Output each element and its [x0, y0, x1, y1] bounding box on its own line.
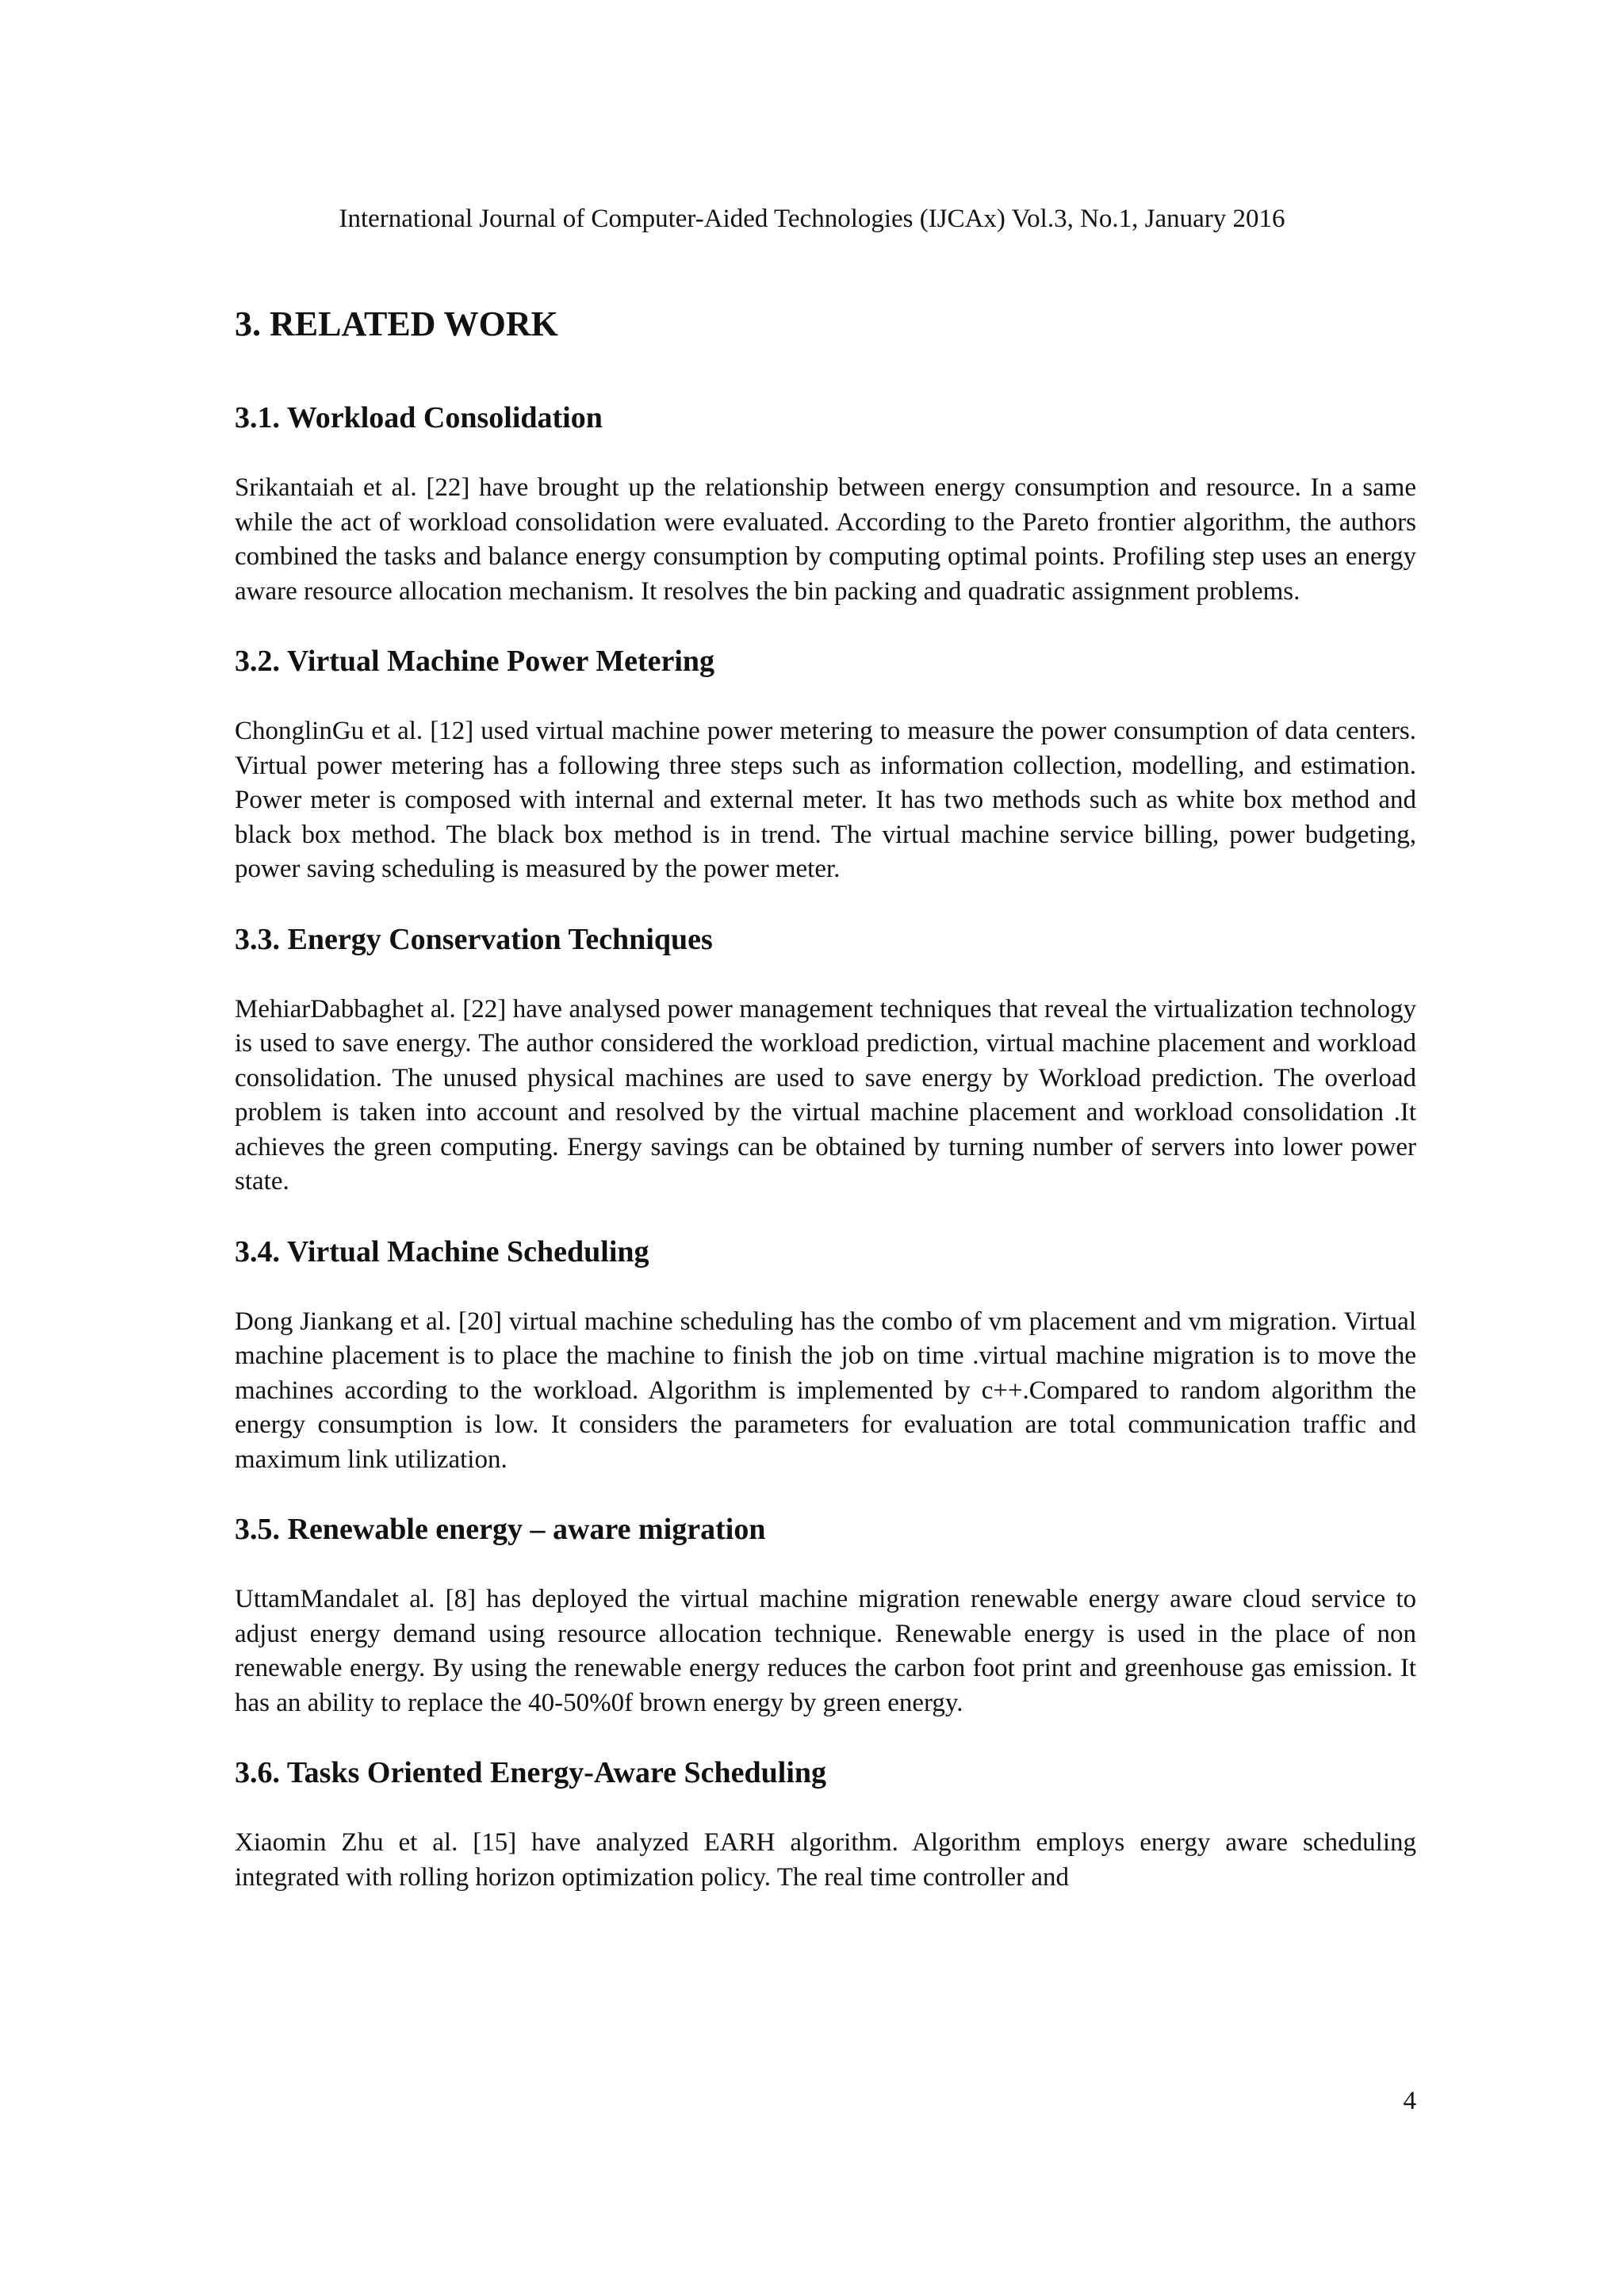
page-number: 4 [1403, 2087, 1416, 2115]
subsection-title: 3.3. Energy Conservation Techniques [235, 922, 713, 956]
subsection-paragraph: Xiaomin Zhu et al. [15] have analyzed EARH algorithm. Algorithm employs energy aware scheduling integrated with rolling horizon optimization policy. The real time controller and [235, 1828, 1416, 1892]
subsection-paragraph: ChonglinGu et al. [12] used virtual machine power metering to measure the power consumption of data centers. Virtual power metering has a following three steps such as information collection, modelling, and estimation. Power meter is composed with internal and external meter. It has two methods such as white box method and black box method. The black box method is in trend. The virtual machine service billing, power budgeting, power saving scheduling is measured by the power meter. [235, 717, 1416, 883]
subsection-power-metering [235, 641, 1416, 887]
subsection-title: 3.5. Renewable energy – aware migration [235, 1513, 766, 1546]
subsection-task-scheduling [235, 1753, 1416, 1895]
subsection-renewable-migration [235, 1510, 1416, 1720]
subsection-paragraph: Dong Jiankang et al. [20] virtual machine scheduling has the combo of vm placement and vm migration. Virtual machine placement is to place the machine to finish the job on time .virtual machine migration is to move the machines according to the workload. Algorithm is implemented by c++.Compared to random algorithm the energy consumption is low. It considers the parameters for evaluation are total communication traffic and maximum link utilization. [235, 1307, 1416, 1474]
subsection-energy-conservation [235, 920, 1416, 1200]
running-header: International Journal of Computer-Aided Technologies (IJCAx) Vol.3, No.1, January 2016 [339, 205, 1285, 233]
subsection-paragraph: MehiarDabbaghet al. [22] have analysed power management techniques that reveal the virtualization technology is used to save energy. The author considered the workload prediction, virtual machine placement and workload consolidation. The unused physical machines are used to save energy by Workload prediction. The overload problem is taken into account and resolved by the virtual machine placement and workload consolidation .It achieves the green computing. Energy savings can be obtained by turning number of servers into lower power state. [235, 994, 1416, 1196]
subsection-title: 3.1. Workload Consolidation [235, 401, 603, 434]
subsection-paragraph: UttamMandalet al. [8] has deployed the virtual machine migration renewable energy aware cloud service to adjust energy demand using resource allocation technique. Renewable energy is used in the place of non renewable energy. By using the renewable energy reduces the carbon foot print and greenhouse gas emission. It has an ability to replace the 40-50%0f brown energy by green energy. [235, 1585, 1416, 1717]
subsection-vm-scheduling [235, 1232, 1416, 1478]
subsection-paragraph: Srikantaiah et al. [22] have brought up the relationship between energy consumption and resource. In a same while the act of workload consolidation were evaluated. According to the Pareto frontier algorithm, the authors combined the tasks and balance energy consumption by computing optimal points. Profiling step uses an energy aware resource allocation mechanism. It resolves the bin packing and quadratic assignment problems. [235, 473, 1416, 606]
subsection-title: 3.2. Virtual Machine Power Metering [235, 645, 715, 678]
subsection-title: 3.4. Virtual Machine Scheduling [235, 1234, 649, 1269]
subsection-workload-consolidation [235, 398, 1416, 609]
section-title: 3. RELATED WORK [235, 304, 558, 343]
subsection-title: 3.6. Tasks Oriented Energy-Aware Scheduling [235, 1756, 827, 1789]
main-content [235, 301, 1416, 1927]
